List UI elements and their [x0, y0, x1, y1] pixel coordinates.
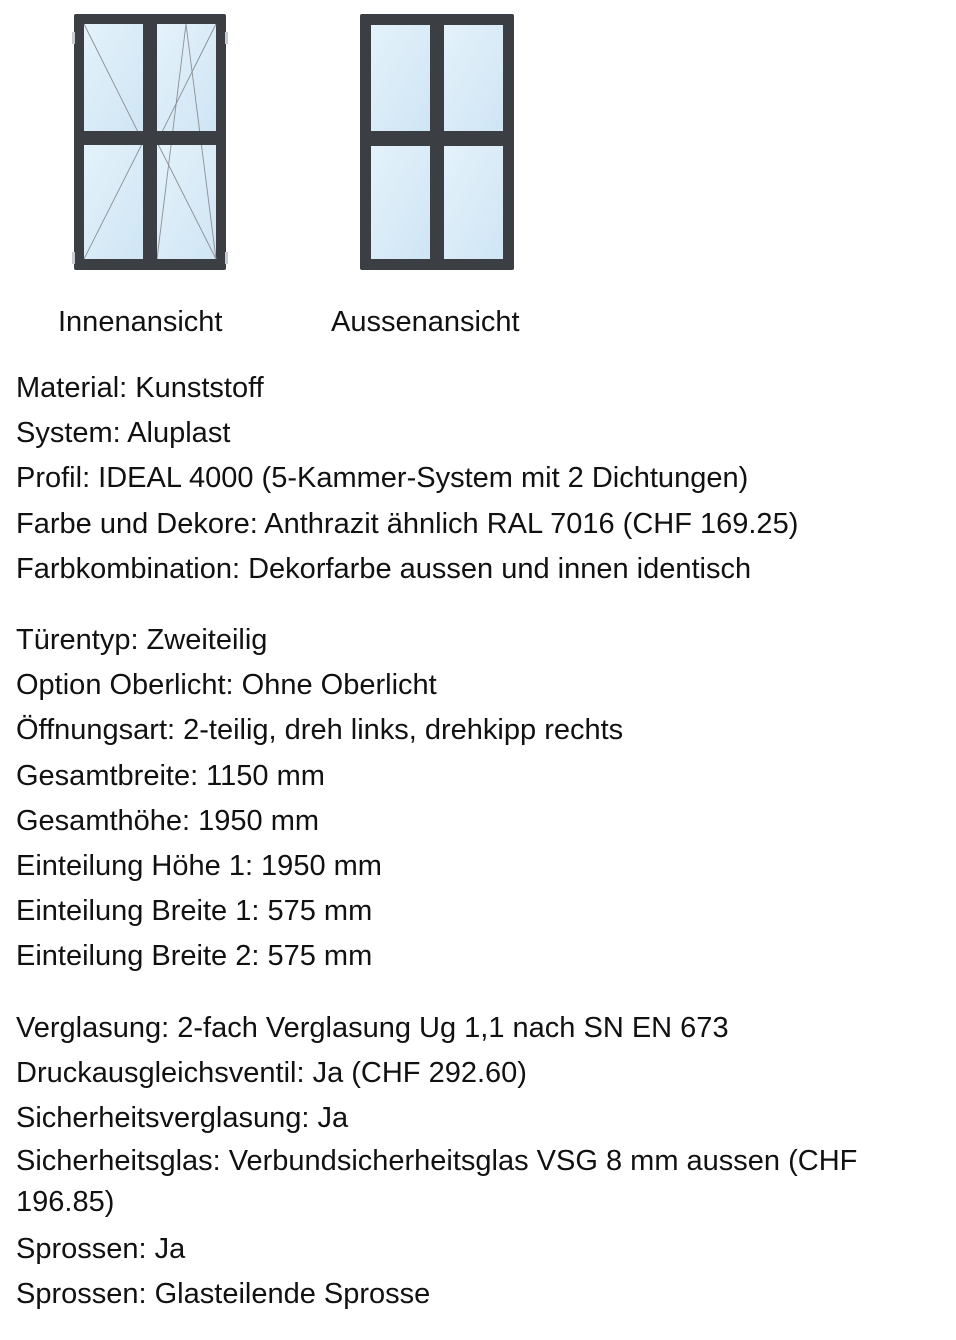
spec-door-type: Türentyp: Zweiteilig — [16, 624, 268, 657]
outer-view-image — [358, 12, 518, 274]
spec-width-division-2: Einteilung Breite 2: 575 mm — [16, 940, 373, 973]
spec-pressure-valve: Druckausgleichsventil: Ja (CHF 292.60) — [16, 1056, 527, 1089]
outer-view-label: Aussenansicht — [331, 306, 520, 338]
spec-width-division-1: Einteilung Breite 1: 575 mm — [16, 895, 373, 928]
spec-profile: Profil: IDEAL 4000 (5-Kammer-System mit 2 Dichtungen) — [16, 462, 749, 495]
spec-total-height: Gesamthöhe: 1950 mm — [16, 804, 320, 837]
spec-safety-glazing: Sicherheitsverglasung: Ja — [16, 1102, 349, 1135]
inner-view-image — [72, 12, 232, 274]
spec-list — [16, 366, 946, 1318]
inner-view-label: Innenansicht — [58, 306, 223, 338]
spec-group-glazing — [16, 1006, 946, 1318]
spec-material: Material: Kunststoff — [16, 372, 264, 404]
spec-group-material — [16, 366, 946, 592]
spec-glazing: Verglasung: 2-fach Verglasung Ug 1,1 nach SN EN 673 — [16, 1011, 729, 1044]
spec-total-width: Gesamtbreite: 1150 mm — [16, 759, 325, 792]
view-images — [0, 0, 956, 345]
spec-muntins: Sprossen: Ja — [16, 1233, 186, 1266]
spec-height-division-1: Einteilung Höhe 1: 1950 mm — [16, 850, 382, 883]
spec-color-combination: Farbkombination: Dekorfarbe aussen und innen identisch — [16, 552, 752, 585]
spec-muntins-type: Sprossen: Glasteilende Sprosse — [16, 1278, 431, 1311]
spec-group-dimensions — [16, 618, 946, 980]
spec-system: System: Aluplast — [16, 417, 231, 450]
spec-safety-glass: Sicherheitsglas: Verbundsicherheitsglas VSG 8 mm aussen (CHF 196.85) — [16, 1145, 858, 1219]
spec-transom-option: Option Oberlicht: Ohne Oberlicht — [16, 669, 437, 702]
spec-color: Farbe und Dekore: Anthrazit ähnlich RAL 7016 (CHF 169.25) — [16, 507, 799, 540]
spec-opening-type: Öffnungsart: 2-teilig, dreh links, drehkipp rechts — [16, 714, 624, 747]
